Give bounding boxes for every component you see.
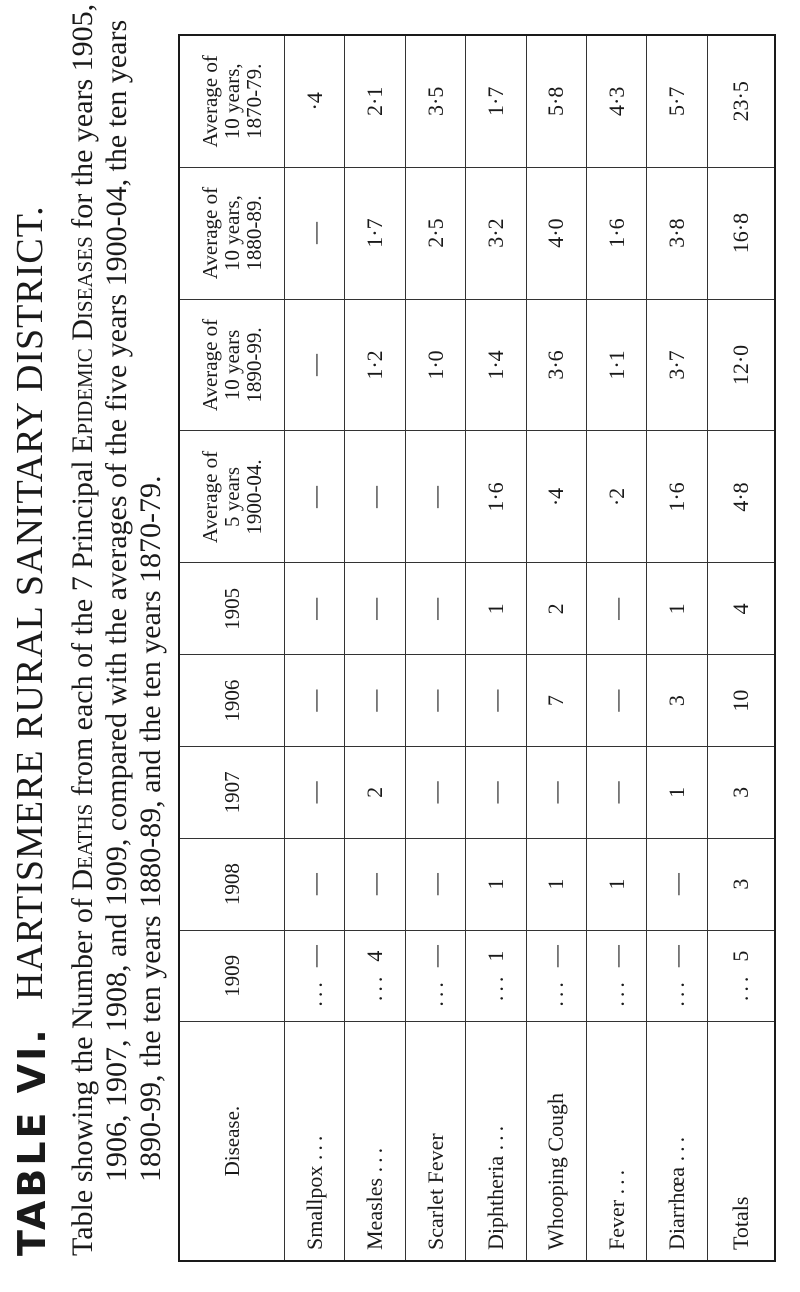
col-header-avg-1890-99 — [179, 299, 285, 431]
leader-dots: ... — [362, 1143, 388, 1173]
value-avg-1900-04: — — [345, 431, 405, 563]
header-line: Average of — [198, 55, 222, 148]
value-avg-1870-79: 5·7 — [647, 35, 707, 167]
value-avg-1870-79: 2·1 — [345, 35, 405, 167]
value-1907: — — [526, 746, 586, 838]
value-1905: 4 — [707, 563, 775, 655]
value-1909-cell — [466, 930, 526, 1022]
leader-dots: ... — [543, 978, 569, 1007]
table-row — [285, 35, 345, 1261]
value-avg-1870-79: 3·5 — [405, 35, 465, 167]
col-header-1908: 1908 — [179, 838, 285, 930]
value-avg-1880-89: 16·8 — [707, 167, 775, 299]
value-1906: — — [405, 655, 465, 747]
disease-name: Diphtheria — [482, 1155, 508, 1250]
value-1908: — — [285, 838, 345, 930]
leader-dots: ... — [422, 978, 448, 1007]
disease-name: Whooping Cough — [543, 1092, 569, 1250]
value-avg-1870-79: ·4 — [285, 35, 345, 167]
value-1906: 7 — [526, 655, 586, 747]
value-avg-1880-89: 1·7 — [345, 167, 405, 299]
value-1906: 10 — [707, 655, 775, 747]
value-1909: 4 — [362, 950, 388, 962]
leader-dots: ... — [482, 972, 508, 1002]
header-line: 1900-04. — [242, 459, 266, 535]
value-1907: — — [466, 746, 526, 838]
value-1905: — — [345, 563, 405, 655]
value-avg-1890-99: 1·0 — [405, 299, 465, 431]
disease-cell — [345, 1022, 405, 1261]
value-avg-1870-79: 1·7 — [466, 35, 526, 167]
header-line: Average of — [198, 450, 222, 544]
col-header-avg-1870-79 — [179, 35, 285, 167]
table-row — [405, 35, 465, 1261]
value-1908: 3 — [707, 838, 775, 930]
header-line: 5 years — [220, 466, 244, 527]
col-header-1909: 1909 — [179, 930, 285, 1022]
disease-name: Measles — [362, 1177, 388, 1250]
value-avg-1890-99: 12·0 — [707, 299, 775, 431]
disease-cell — [466, 1022, 526, 1261]
header-line: 1890-99. — [242, 327, 266, 403]
value-1908: — — [405, 838, 465, 930]
value-1907: — — [587, 746, 647, 838]
totals-label: Totals — [727, 1196, 753, 1250]
header-line: 1870-79. — [242, 63, 266, 139]
value-1909: 5 — [727, 950, 753, 962]
disease-name: Scarlet Fever — [422, 1133, 448, 1250]
value-avg-1880-89: 2·5 — [405, 167, 465, 299]
disease-name: Fever — [603, 1199, 629, 1250]
value-1907: — — [285, 746, 345, 838]
value-1909-cell — [405, 930, 465, 1022]
disease-cell — [526, 1022, 586, 1261]
disease-cell — [647, 1022, 707, 1261]
header-line: 10 years, — [220, 63, 244, 140]
value-1905: 2 — [526, 563, 586, 655]
intro-text: from each of the 7 Principal — [66, 452, 99, 804]
leader-dots: ... — [603, 978, 629, 1007]
value-1905: — — [285, 563, 345, 655]
value-1909: — — [422, 945, 448, 968]
intro-small-caps: Deaths — [66, 803, 99, 891]
value-1906: — — [345, 655, 405, 747]
value-1907: 2 — [345, 746, 405, 838]
col-header-avg-1880-89 — [179, 167, 285, 299]
value-avg-1870-79: 5·8 — [526, 35, 586, 167]
value-1906: — — [285, 655, 345, 747]
value-avg-1870-79: 4·3 — [587, 35, 647, 167]
value-1909-cell — [526, 930, 586, 1022]
value-avg-1890-99: 1·2 — [345, 299, 405, 431]
value-1905: — — [405, 563, 465, 655]
header-line: 10 years, — [220, 195, 244, 271]
value-avg-1890-99: 3·6 — [526, 299, 586, 431]
leader-dots: ... — [301, 978, 327, 1007]
table-label: TABLE VI. — [10, 1026, 54, 1256]
col-header-1907: 1907 — [179, 746, 285, 838]
disease-cell — [587, 1022, 647, 1261]
value-1907: 1 — [647, 746, 707, 838]
table-row — [466, 35, 526, 1261]
totals-row — [707, 35, 775, 1261]
value-avg-1900-04: ·4 — [526, 431, 586, 563]
table-row — [647, 35, 707, 1261]
value-1909: 1 — [482, 950, 508, 962]
disease-cell — [285, 1022, 345, 1261]
leader-dots: ... — [664, 978, 690, 1007]
disease-name: Diarrhœa — [664, 1166, 690, 1250]
value-avg-1900-04: 4·8 — [707, 431, 775, 563]
value-1907: 3 — [707, 746, 775, 838]
value-avg-1900-04: — — [405, 431, 465, 563]
value-1909-cell — [587, 930, 647, 1022]
value-avg-1880-89: 1·6 — [587, 167, 647, 299]
value-avg-1870-79: 23·5 — [707, 35, 775, 167]
value-avg-1880-89: 4·0 — [526, 167, 586, 299]
value-avg-1890-99: 1·4 — [466, 299, 526, 431]
intro-text: Table showing the Number of — [66, 890, 99, 1256]
value-1909: — — [301, 945, 327, 968]
col-header-avg-1900-04 — [179, 431, 285, 563]
value-1906: 3 — [647, 655, 707, 747]
page-title: HARTISMERE RURAL SANITARY DISTRICT. — [9, 205, 51, 1000]
value-avg-1880-89: 3·8 — [647, 167, 707, 299]
intro-line-3: 1890-99, the ten years 1880-89, and the ten years 1870-79. — [134, 475, 167, 1182]
intro-small-caps: Epidemic Diseases — [66, 236, 99, 453]
value-1909: — — [664, 945, 690, 968]
value-1908: 1 — [466, 838, 526, 930]
leader-dots: ... — [301, 1131, 327, 1161]
intro-line-2: 1906, 1907, 1908, and 1909, compared with the averages of the five years 1900-04, the ten years — [100, 19, 133, 1182]
value-avg-1890-99: — — [285, 299, 345, 431]
value-avg-1880-89: 3·2 — [466, 167, 526, 299]
table-row — [587, 35, 647, 1261]
table-row — [345, 35, 405, 1261]
value-1909-cell — [707, 930, 775, 1022]
intro-text: for the years 1905, — [66, 3, 99, 237]
value-1905: 1 — [466, 563, 526, 655]
value-1905: 1 — [647, 563, 707, 655]
disease-name: Smallpox — [301, 1165, 327, 1250]
value-1909: — — [603, 945, 629, 968]
value-1908: — — [345, 838, 405, 930]
value-1908: — — [647, 838, 707, 930]
value-1906: — — [466, 655, 526, 747]
header-line: 10 years — [220, 329, 244, 401]
leader-dots: ... — [362, 972, 388, 1002]
value-avg-1900-04: ·2 — [587, 431, 647, 563]
value-avg-1900-04: — — [285, 431, 345, 563]
value-avg-1880-89: — — [285, 167, 345, 299]
value-avg-1900-04: 1·6 — [466, 431, 526, 563]
leader-dots: ... — [482, 1121, 508, 1151]
value-1909: — — [543, 945, 569, 968]
intro-line-1 — [66, 4, 100, 1256]
col-header-1905: 1905 — [179, 563, 285, 655]
value-avg-1890-99: 3·7 — [647, 299, 707, 431]
value-1908: 1 — [526, 838, 586, 930]
value-1909-cell — [647, 930, 707, 1022]
header-line: 1880-89. — [242, 195, 266, 271]
col-header-1906: 1906 — [179, 655, 285, 747]
header-row — [179, 35, 285, 1261]
disease-cell — [405, 1022, 465, 1261]
leader-dots: ... — [603, 1165, 629, 1195]
value-avg-1890-99: 1·1 — [587, 299, 647, 431]
value-1907: — — [405, 746, 465, 838]
value-avg-1900-04: 1·6 — [647, 431, 707, 563]
disease-cell — [707, 1022, 775, 1261]
header-line: Average of — [198, 318, 222, 412]
leader-dots: ... — [727, 972, 753, 1002]
value-1909-cell — [345, 930, 405, 1022]
value-1906: — — [587, 655, 647, 747]
table-row — [526, 35, 586, 1261]
value-1905: — — [587, 563, 647, 655]
deaths-table — [178, 34, 776, 1262]
value-1909-cell — [285, 930, 345, 1022]
header-line: Average of — [198, 186, 222, 280]
value-1908: 1 — [587, 838, 647, 930]
leader-dots: ... — [664, 1132, 690, 1162]
col-header-disease: Disease. — [179, 1022, 285, 1261]
